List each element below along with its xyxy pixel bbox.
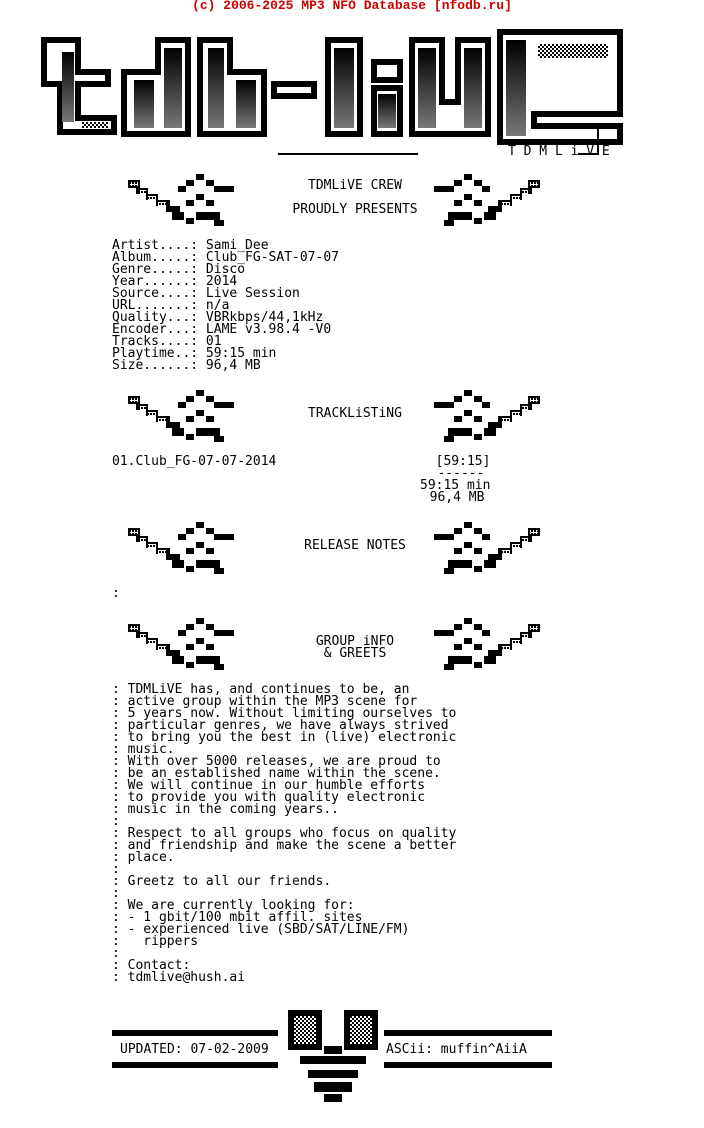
ornament-right [430,170,542,230]
text-line: : TDMLiVE has, and continues to be, an [112,682,410,697]
info-key: Playtime..: [112,346,206,361]
tdmlive-logo [38,22,628,162]
info-key: Artist....: [112,238,206,253]
ascii-credit: ASCii: muffin^AiiA [386,1042,527,1057]
info-value: Club_FG-SAT-07-07 [205,250,339,265]
release-info [112,240,339,372]
text-line: : [112,814,120,829]
notes-title: RELEASE NOTES [304,538,406,553]
info-key: Source....: [112,286,206,301]
crew-header [120,170,590,234]
track-name: 01.Club_FG-07-07-2014 [112,454,277,469]
tracklisting-header [120,386,590,450]
updated-date: UPDATED: 07-02-2009 [120,1042,269,1057]
svg-text:T D M L i V E: T D M L i V E [508,144,610,159]
total-size: 96,4 MB [429,490,485,505]
track-times [420,456,490,504]
text-line: : tdmlive@hush.ai [112,970,246,985]
notes-header [120,518,590,582]
track-time: [59:15] [435,454,491,469]
text-line: : - experienced live (SBD/SAT/LINE/FM) [112,922,410,937]
info-value: 2014 [205,274,238,289]
info-value: Live Session [205,286,300,301]
info-row [112,360,339,372]
text-line: : to provide you with quality electronic [112,790,426,805]
ornament-left [126,170,238,230]
info-value: Sami_Dee [205,238,269,253]
text-line: : rippers [112,934,199,949]
tracklisting-title: TRACKLiSTiNG [308,406,402,421]
text-line: : 5 years now. Without limiting ourselves to [112,706,457,721]
info-value: Disco [205,262,246,277]
text-line: : active group within the MP3 scene for [112,694,418,709]
info-value: LAME v3.98.4 -V0 [205,322,332,337]
text-line: : With over 5000 releases, we are proud to [112,754,441,769]
info-value: 59:15 min [205,346,277,361]
group-title: GROUP iNFO [315,634,395,649]
text-line: : music. [112,742,175,757]
totals-rule: ------ [437,466,485,481]
info-key: Genre.....: [112,262,206,277]
text-line: : [112,886,120,901]
text-line: : particular genres, we have always strived [112,718,449,733]
info-value: 96,4 MB [205,358,261,373]
text-line: : and friendship and make the scene a better [112,838,457,853]
info-key: Size......: [112,358,206,373]
text-line: : We will continue in our humble efforts [112,778,426,793]
info-key: Quality...: [112,310,206,325]
group-info-text [112,684,456,984]
info-value: 01 [205,334,222,349]
text-line: : [112,946,120,961]
text-line: : to bring you the best in (live) electronic [112,730,457,745]
info-key: Year......: [112,274,206,289]
text-line: : - 1 gbit/100 mbit affil. sites [112,910,363,925]
total-playtime: 59:15 min [420,478,491,493]
skull-icon [288,1010,378,1102]
text-line: : be an established name within the scene. [112,766,441,781]
text-line: : We are currently looking for: [112,898,355,913]
text-line: : Contact: [112,958,191,973]
group-header [120,614,590,678]
info-key: Encoder...: [112,322,206,337]
greets-title: & GREETS [323,646,387,661]
text-line: : place. [112,850,175,865]
text-line: : [112,862,120,877]
text-line: : Respect to all groups who focus on quality [112,826,457,841]
site-credit: (c) 2006-2025 MP3 NFO Database [nfodb.ru] [192,0,512,13]
info-value: VBRkbps/44,1kHz [205,310,324,325]
info-value: n/a [205,298,230,313]
info-key: Album.....: [112,250,206,265]
text-line: : music in the coming years.. [112,802,339,817]
footer [110,1008,555,1108]
footer-frame [110,1008,555,1108]
presents-title: PROUDLY PRESENTS [292,202,418,217]
release-notes: : [112,586,120,601]
info-key: Tracks....: [112,334,206,349]
info-key: URL.......: [112,298,206,313]
crew-title: TDMLiVE CREW [308,178,402,193]
text-line: : Greetz to all our friends. [112,874,332,889]
